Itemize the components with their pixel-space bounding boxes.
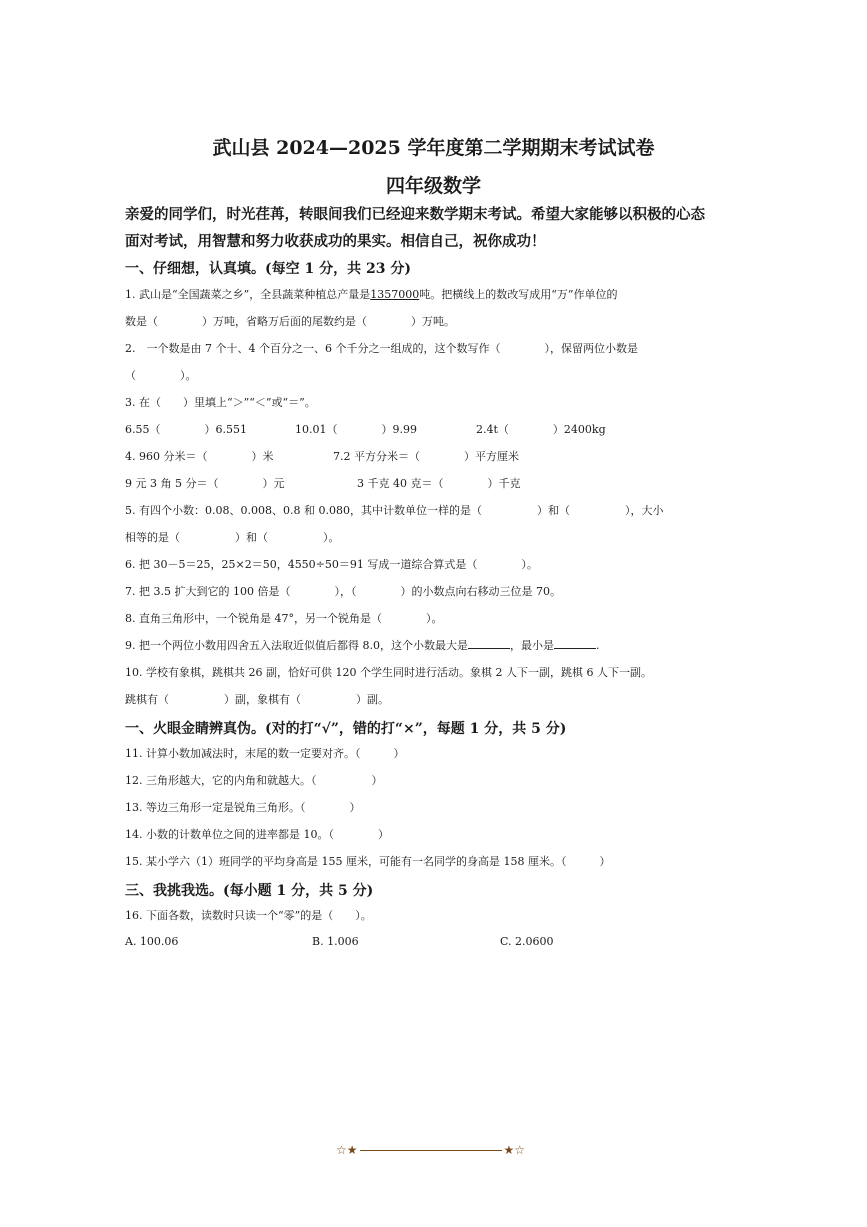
section-1-heading: 一、仔细想，认真填。(每空 1 分，共 23 分) [125,261,411,277]
question-3-item-1: 6.55（ ）6.551 [125,423,247,436]
footer-rule [360,1150,502,1151]
question-1-line-2: 数是（ ）万吨，省略万后面的尾数约是（ ）万吨。 [125,315,455,328]
question-3-item-2: 10.01（ ）9.99 [295,423,417,436]
question-9-text-mid: ，最小是 [509,639,554,652]
answer-blank [554,638,596,649]
page-subtitle: 四年级数学 [385,175,481,197]
footer-ornament [336,1143,525,1157]
section-3-heading: 三、我挑我选。(每小题 1 分，共 5 分) [125,883,374,899]
intro-paragraph: 亲爱的同学们，时光荏苒，转眼间我们已经迎来数学期末考试。希望大家能够以积极的心态面对考试，用智慧和努力收获成功的果实。相信自己，祝你成功！ [125,206,705,250]
question-12: 12. 三角形越大，它的内角和就越大。（ ） [125,774,383,787]
question-4-item-3: 9 元 3 角 5 分＝（ ）元 [125,477,285,490]
question-10-line-2: 跳棋有（ ）副，象棋有（ ）副。 [125,693,389,706]
question-4-item-1: 4. 960 分米＝（ ）米 [125,450,274,463]
footer-stars-right: ★☆ [503,1143,526,1157]
question-16-option-a: A. 100.06 [125,935,179,948]
question-4-item-2: 7.2 平方分米＝（ ）平方厘米 [333,450,519,463]
question-5-line-2: 相等的是（ ）和（ ）。 [125,531,340,544]
question-8: 8. 直角三角形中，一个锐角是 47°，另一个锐角是（ ）。 [125,612,443,625]
question-2-line-1: 2. 一个数是由 7 个十、4 个百分之一、6 个千分之一组成的，这个数写作（ ），保留两位小数是 [125,342,638,355]
section-2-heading: 一、火眼金睛辨真伪。(对的打“√”，错的打“×”，每题 1 分，共 5 分) [125,721,567,737]
question-14: 14. 小数的计数单位之间的进率都是 10。（ ） [125,828,389,841]
question-3: 3. 在（ ）里填上“＞”“＜”或“＝”。 [125,396,316,409]
question-4-item-4: 3 千克 40 克＝（ ）千克 [357,477,521,490]
question-16: 16. 下面各数，读数时只读一个“零”的是（ ）。 [125,909,372,922]
answer-blank [468,638,510,649]
question-1-number: 1357000 [370,288,420,301]
question-9-text: 9. 把一个两位小数用四舍五入法取近似值后都得 8.0，这个小数最大是 [125,639,468,652]
question-11: 11. 计算小数加减法时，末尾的数一定要对齐。（ ） [125,747,405,760]
question-1-line-1 [125,286,618,302]
footer-stars-left: ☆★ [336,1143,358,1157]
question-1-text: 1. 武山是“全国蔬菜之乡”，全县蔬菜种植总产量是 [125,288,371,301]
question-6: 6. 把 30－5＝25，25×2＝50，4550÷50＝91 写成一道综合算式是（ ）。 [125,558,538,571]
page-title: 武山县 2024—2025 学年度第二学期期末考试试卷 [212,137,655,159]
question-3-item-3: 2.4t（ ）2400kg [476,423,606,436]
question-5-line-1: 5. 有四个小数：0.08、0.008、0.8 和 0.080，其中计数单位一样的是（ ）和（ ），大小 [125,504,664,517]
question-7: 7. 把 3.5 扩大到它的 100 倍是（ ），（ ）的小数点向右移动三位是 70。 [125,585,561,598]
question-9-text-end: . [595,639,600,652]
question-1-text-cont: 吨。把横线上的数改写成用“万”作单位的 [419,288,618,301]
question-15: 15. 某小学六（1）班同学的平均身高是 155 厘米，可能有一名同学的身高是 158 厘米。（ ） [125,855,611,868]
question-2-line-2: （ ）。 [125,369,197,382]
question-13: 13. 等边三角形一定是锐角三角形。（ ） [125,801,361,814]
question-16-option-c: C. 2.0600 [500,935,554,948]
question-10-line-1: 10. 学校有象棋，跳棋共 26 副，恰好可供 120 个学生同时进行活动。象棋 2 人下一副，跳棋 6 人下一副。 [125,666,652,679]
question-16-option-b: B. 1.006 [312,935,359,948]
question-9 [125,637,599,653]
